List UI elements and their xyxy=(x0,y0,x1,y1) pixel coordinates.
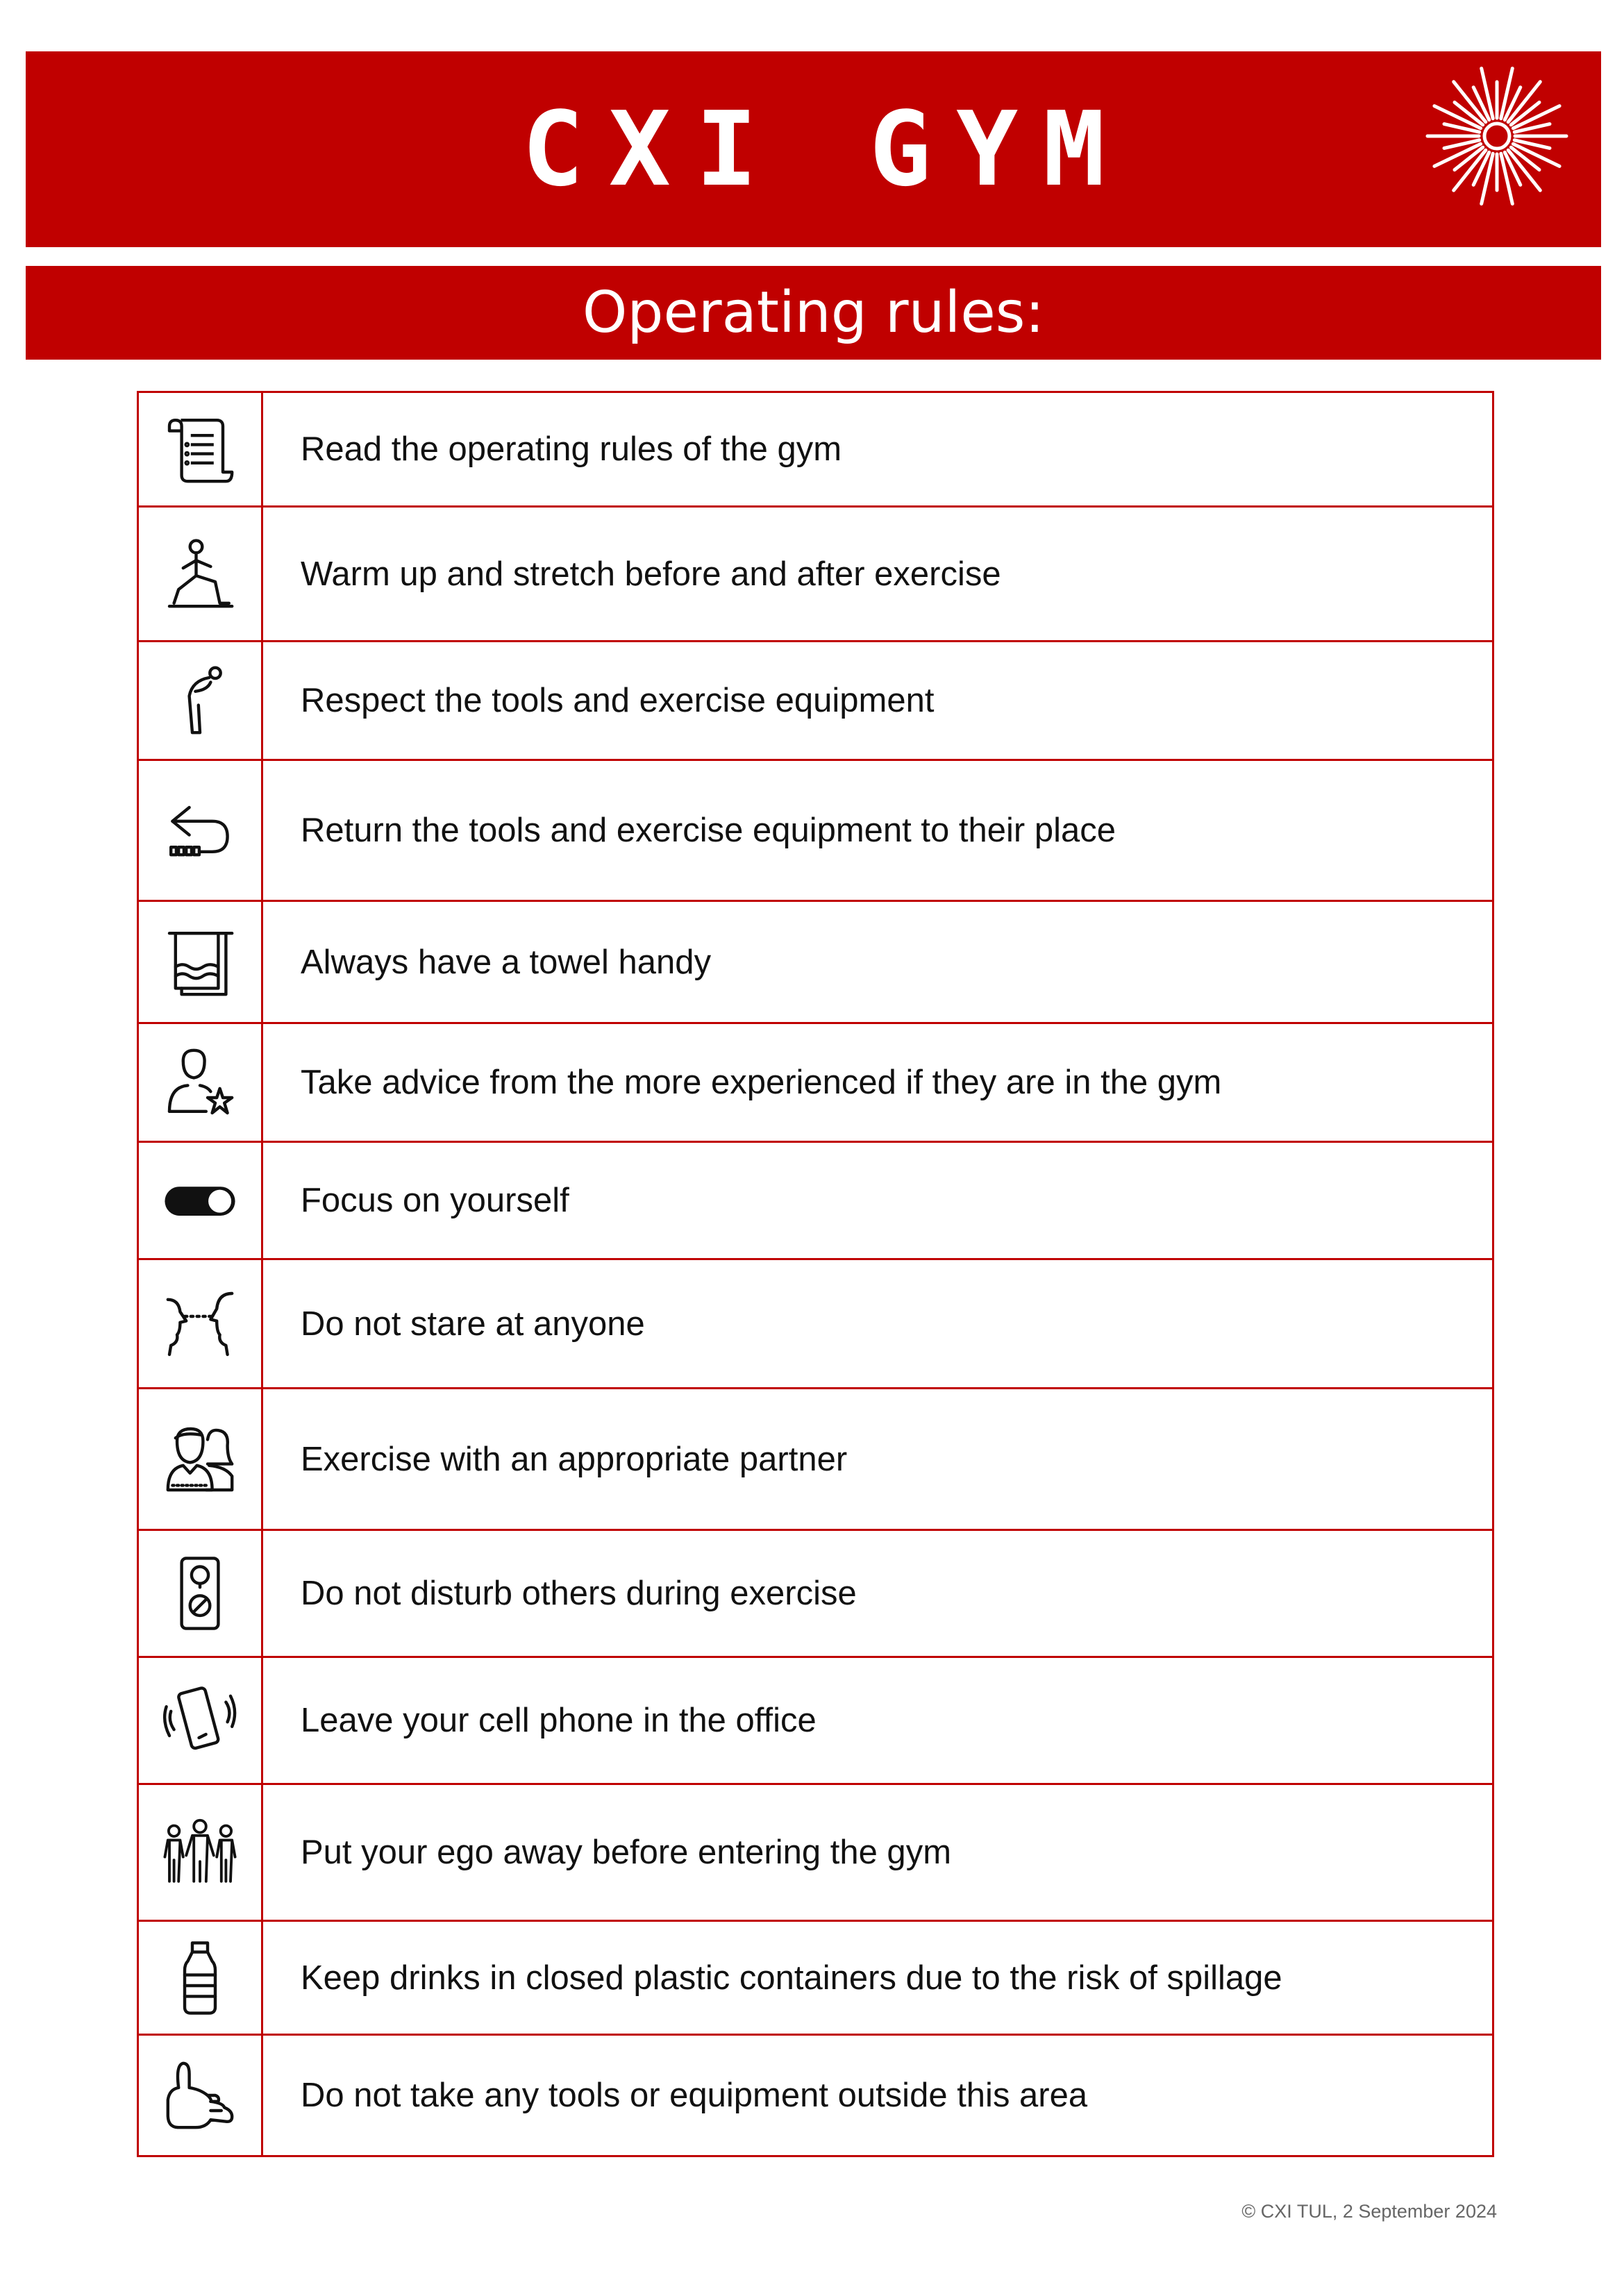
bowing-person-icon xyxy=(162,662,238,739)
table-row xyxy=(138,2035,1493,2156)
vibrating-phone-icon xyxy=(162,1682,238,1759)
table-row xyxy=(138,1142,1493,1259)
table-row xyxy=(138,507,1493,642)
rule-text: Warm up and stretch before and after exercise xyxy=(262,507,1493,642)
table-row xyxy=(138,642,1493,760)
subtitle-banner xyxy=(26,266,1601,360)
rule-text: Return the tools and exercise equipment to their place xyxy=(262,760,1493,901)
table-row xyxy=(138,1023,1493,1142)
return-arrow-icon xyxy=(162,792,238,869)
title-banner xyxy=(26,51,1601,247)
rule-text: Read the operating rules of the gym xyxy=(262,392,1493,507)
rule-text: Do not take any tools or equipment outside this area xyxy=(262,2035,1493,2156)
cxi-sunburst-logo-icon xyxy=(1421,60,1573,212)
table-row xyxy=(138,1530,1493,1657)
water-bottle-icon xyxy=(162,1940,238,2016)
rule-text: Focus on yourself xyxy=(262,1142,1493,1259)
table-row xyxy=(138,901,1493,1023)
rule-text: Do not stare at anyone xyxy=(262,1259,1493,1389)
rule-text: Respect the tools and exercise equipment xyxy=(262,642,1493,760)
rule-text: Do not disturb others during exercise xyxy=(262,1530,1493,1657)
shaka-hand-icon xyxy=(162,2057,238,2134)
page-title: CXI GYM xyxy=(521,90,1130,209)
table-row xyxy=(138,1657,1493,1784)
rule-text: Put your ego away before entering the gym xyxy=(262,1784,1493,1921)
faces-staring-icon xyxy=(162,1286,238,1362)
rule-text: Keep drinks in closed plastic containers due to the risk of spillage xyxy=(262,1921,1493,2035)
rule-text: Leave your cell phone in the office xyxy=(262,1657,1493,1784)
group-people-icon xyxy=(162,1814,238,1891)
toggle-switch-icon xyxy=(162,1162,238,1239)
scroll-document-icon xyxy=(162,411,238,487)
stretching-person-icon xyxy=(162,536,238,612)
couple-icon xyxy=(162,1421,238,1498)
user-star-icon xyxy=(162,1044,238,1121)
rule-text: Take advice from the more experienced if they are in the gym xyxy=(262,1023,1493,1142)
table-row xyxy=(138,392,1493,507)
table-row xyxy=(138,1389,1493,1530)
table-row xyxy=(138,1784,1493,1921)
table-row xyxy=(138,760,1493,901)
rule-text: Always have a towel handy xyxy=(262,901,1493,1023)
table-row xyxy=(138,1259,1493,1389)
rules-table xyxy=(137,391,1494,2157)
copyright-footer: © CXI TUL, 2 September 2024 xyxy=(1241,2201,1497,2222)
towel-icon xyxy=(162,924,238,1000)
page-subtitle: Operating rules: xyxy=(582,280,1045,346)
rule-text: Exercise with an appropriate partner xyxy=(262,1389,1493,1530)
table-row xyxy=(138,1921,1493,2035)
do-not-disturb-hanger-icon xyxy=(162,1555,238,1632)
